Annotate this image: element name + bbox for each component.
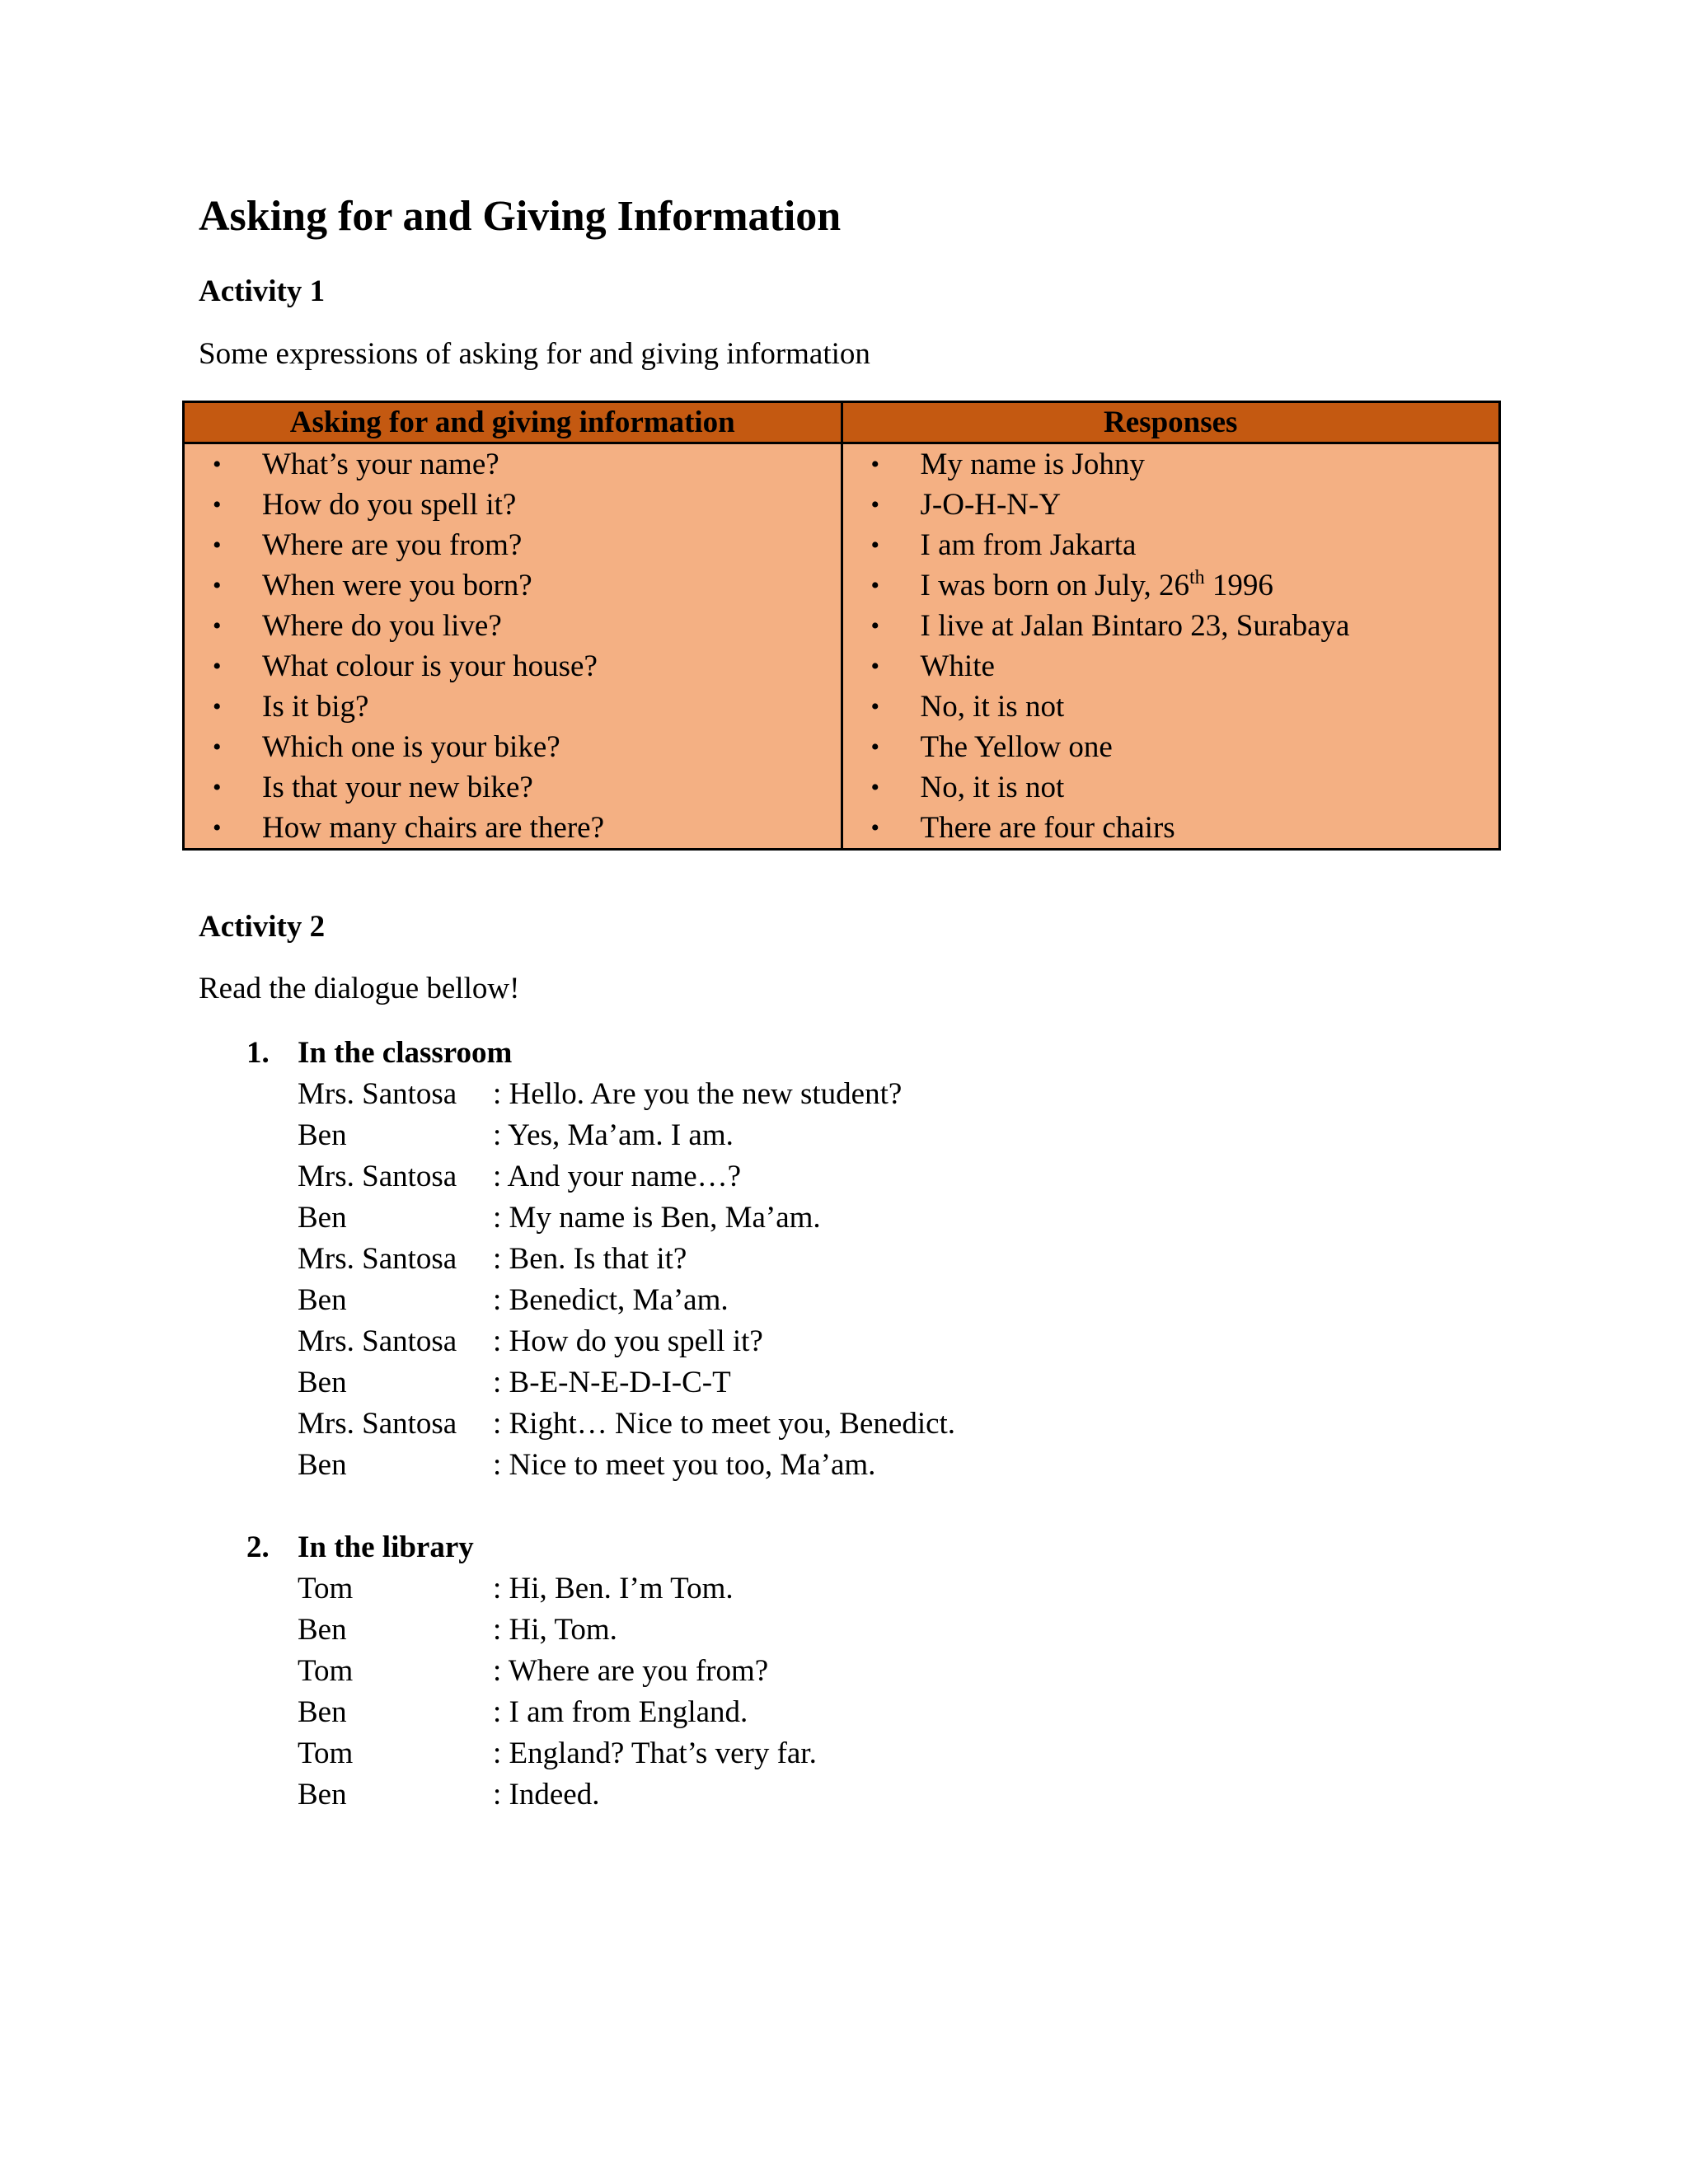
speaker-name: Ben (298, 1283, 347, 1317)
utterance: : Ben. Is that it? (493, 1242, 687, 1276)
utterance: : Nice to meet you too, Ma’am. (493, 1448, 876, 1482)
speaker-name: Ben (298, 1118, 347, 1152)
response-text: I am from Jakarta (920, 528, 1137, 562)
speaker-name: Ben (298, 1695, 347, 1729)
utterance: : Benedict, Ma’am. (493, 1283, 729, 1317)
speaker-name: Tom (298, 1736, 354, 1770)
utterance: : How do you spell it? (493, 1324, 763, 1358)
list-item (843, 767, 1499, 808)
utterance: : And your name…? (493, 1160, 742, 1193)
dialogue-number: 1. (246, 1036, 270, 1070)
bullet-icon: • (213, 451, 222, 478)
question-text: Where are you from? (262, 528, 523, 562)
speaker-name: Mrs. Santosa (298, 1160, 457, 1193)
question-text: What’s your name? (262, 448, 499, 481)
list-item (185, 565, 841, 606)
bullet-icon: • (870, 572, 880, 599)
question-text: Is that your new bike? (262, 771, 533, 804)
speaker-name: Mrs. Santosa (298, 1077, 457, 1111)
response-text: White (920, 649, 995, 683)
question-text: How many chairs are there? (262, 811, 605, 845)
bullet-icon: • (870, 451, 880, 478)
utterance: : Indeed. (493, 1778, 600, 1811)
list-item (185, 485, 841, 525)
question-text: Which one is your bike? (262, 730, 560, 764)
list-item (843, 646, 1499, 687)
list-item (843, 444, 1499, 485)
bullet-icon: • (213, 532, 222, 559)
questions-list (185, 444, 841, 848)
response-text-end: 1996 (1204, 569, 1273, 602)
header-responses: Responses (842, 402, 1500, 443)
activity-2-intro: Read the dialogue bellow! (199, 972, 520, 1005)
response-text: There are four chairs (920, 811, 1175, 845)
bullet-icon: • (870, 653, 880, 680)
speaker-name: Tom (298, 1654, 354, 1688)
bullet-icon: • (213, 491, 222, 518)
bullet-icon: • (870, 491, 880, 518)
list-item (185, 444, 841, 485)
response-text: My name is Johny (920, 448, 1145, 481)
bullet-icon: • (213, 653, 222, 680)
bullet-icon: • (213, 733, 222, 761)
table-header-row (184, 402, 1500, 443)
question-text: How do you spell it? (262, 488, 517, 522)
page-title: Asking for and Giving Information (199, 193, 842, 240)
speaker-name: Ben (298, 1613, 347, 1647)
bullet-icon: • (213, 572, 222, 599)
list-item (185, 606, 841, 646)
utterance: : Hi, Tom. (493, 1613, 617, 1647)
utterance: : Hi, Ben. I’m Tom. (493, 1572, 734, 1605)
list-item (843, 808, 1499, 848)
question-text: Is it big? (262, 690, 369, 724)
response-text: I live at Jalan Bintaro 23, Surabaya (920, 609, 1350, 643)
list-item (185, 646, 841, 687)
bullet-icon: • (870, 532, 880, 559)
utterance: : I am from England. (493, 1695, 748, 1729)
response-text: J-O-H-N-Y (920, 488, 1062, 522)
speaker-name: Mrs. Santosa (298, 1407, 457, 1441)
bullet-icon: • (213, 814, 222, 841)
list-item (185, 525, 841, 565)
speaker-name: Ben (298, 1448, 347, 1482)
table-body-row (184, 443, 1500, 850)
utterance: : Where are you from? (493, 1654, 769, 1688)
bullet-icon: • (870, 814, 880, 841)
speaker-name: Tom (298, 1572, 354, 1605)
speaker-name: Mrs. Santosa (298, 1242, 457, 1276)
utterance: : B-E-N-E-D-I-C-T (493, 1366, 731, 1399)
speaker-name: Ben (298, 1201, 347, 1235)
list-item (843, 565, 1499, 606)
activity-1-intro: Some expressions of asking for and giving information (199, 337, 870, 371)
bullet-icon: • (213, 693, 222, 720)
list-item (185, 767, 841, 808)
response-text: No, it is not (920, 771, 1065, 804)
activity-2-heading: Activity 2 (199, 910, 326, 944)
utterance: : Right… Nice to meet you, Benedict. (493, 1407, 956, 1441)
dialogue-title: In the classroom (298, 1036, 513, 1070)
bullet-icon: • (213, 774, 222, 801)
questions-cell (184, 443, 842, 850)
bullet-icon: • (870, 693, 880, 720)
utterance: : Hello. Are you the new student? (493, 1077, 903, 1111)
utterance: : My name is Ben, Ma’am. (493, 1201, 821, 1235)
utterance: : England? That’s very far. (493, 1736, 817, 1770)
list-item (843, 485, 1499, 525)
utterance: : Yes, Ma’am. I am. (493, 1118, 734, 1152)
list-item (843, 606, 1499, 646)
bullet-icon: • (870, 612, 880, 640)
dialogue-number: 2. (246, 1530, 270, 1564)
bullet-icon: • (870, 733, 880, 761)
response-text: I was born on July, 26 (920, 569, 1189, 602)
list-item (185, 808, 841, 848)
responses-cell (842, 443, 1500, 850)
list-item (843, 727, 1499, 767)
bullet-icon: • (213, 612, 222, 640)
list-item (843, 687, 1499, 727)
list-item (185, 687, 841, 727)
dialogue-title: In the library (298, 1530, 474, 1564)
header-asking: Asking for and giving information (184, 402, 842, 443)
expressions-table (182, 401, 1501, 851)
response-text: No, it is not (920, 690, 1065, 724)
question-text: When were you born? (262, 569, 532, 602)
list-item (185, 727, 841, 767)
ordinal-suffix: th (1189, 567, 1205, 588)
speaker-name: Mrs. Santosa (298, 1324, 457, 1358)
list-item (843, 525, 1499, 565)
response-text: The Yellow one (920, 730, 1113, 764)
activity-1-heading: Activity 1 (199, 274, 326, 308)
speaker-name: Ben (298, 1778, 347, 1811)
bullet-icon: • (870, 774, 880, 801)
speaker-name: Ben (298, 1366, 347, 1399)
question-text: What colour is your house? (262, 649, 598, 683)
question-text: Where do you live? (262, 609, 502, 643)
responses-list (843, 444, 1499, 848)
